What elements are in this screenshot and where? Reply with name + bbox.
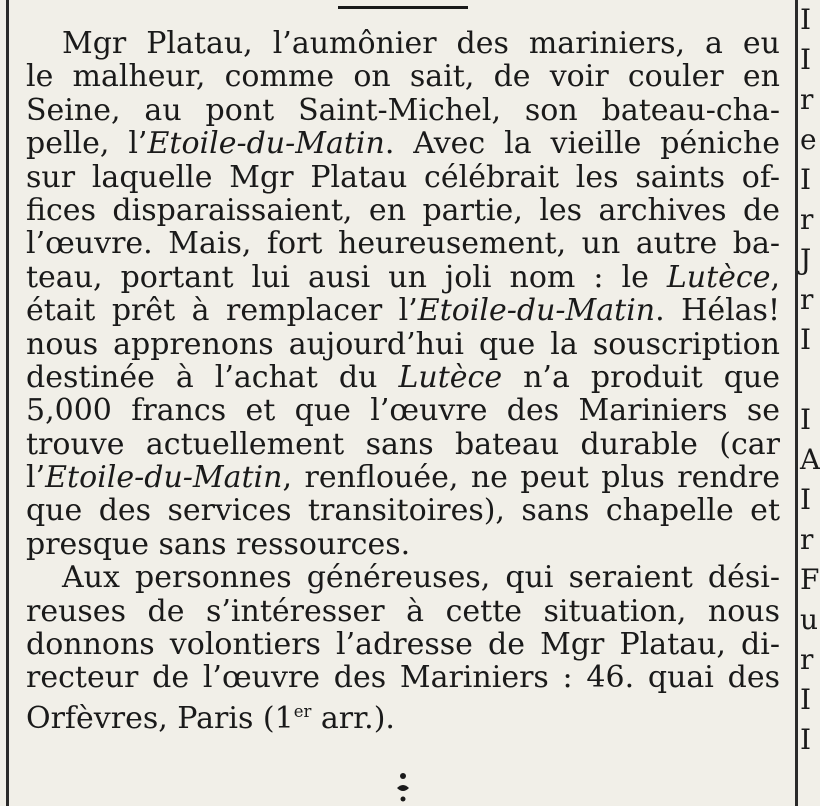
right-column-rule bbox=[795, 0, 798, 806]
article-line: nous apprenons aujourd’hui que la souscription bbox=[26, 326, 780, 362]
article-line: sur laquelle Mgr Platau célébrait les saints of- bbox=[26, 159, 780, 195]
article-line: Seine, au pont Saint-Michel, son bateau-cha- bbox=[26, 92, 780, 128]
article-line: le malheur, comme on sait, de voir couler en bbox=[26, 59, 780, 95]
top-separator-rule bbox=[338, 6, 468, 9]
article-line: teau, portant lui ausi un joli nom : le Lutèce, bbox=[26, 259, 780, 295]
article-line: que des services transitoires), sans chapelle et bbox=[26, 493, 780, 529]
article-body bbox=[26, 26, 781, 736]
fragment-glyph: r bbox=[800, 203, 814, 236]
fragment-glyph: I bbox=[800, 723, 812, 756]
adjacent-column-fragment bbox=[800, 0, 820, 806]
fragment-glyph: I bbox=[800, 43, 812, 76]
article-line: recteur de l’œuvre des Mariniers : 46. quai des bbox=[26, 660, 780, 696]
fragment-glyph: u bbox=[800, 603, 819, 636]
fragment-glyph: r bbox=[800, 283, 814, 316]
article-line: fices disparaissaient, en partie, les archives de bbox=[26, 192, 780, 228]
article-line: reuses de s’intéresser à cette situation, nous bbox=[26, 593, 780, 629]
fragment-glyph: I bbox=[800, 323, 812, 356]
fragment-glyph: r bbox=[800, 523, 814, 556]
ornament-separator bbox=[395, 772, 411, 802]
fragment-glyph: I bbox=[800, 163, 812, 196]
article-line: l’œuvre. Mais, fort heureusement, un autre ba- bbox=[26, 226, 780, 262]
fragment-glyph: I bbox=[800, 483, 812, 516]
left-column-rule bbox=[6, 0, 9, 806]
article-line: était prêt à remplacer l’Etoile-du-Matin. Hélas! bbox=[26, 293, 781, 329]
article-line: Mgr Platau, l’aumônier des mariniers, a eu bbox=[62, 26, 780, 61]
article-line: trouve actuellement sans bateau durable (car bbox=[26, 426, 780, 462]
article-line: pelle, l’Etoile-du-Matin. Avec la vieille péniche bbox=[26, 126, 781, 162]
fragment-glyph: e bbox=[800, 123, 817, 156]
fragment-glyph: r bbox=[800, 83, 814, 116]
article-line: presque sans ressources. bbox=[26, 526, 411, 562]
fragment-glyph: I bbox=[800, 403, 812, 436]
fragment-glyph: A bbox=[800, 443, 820, 476]
fragment-glyph: F bbox=[800, 563, 820, 596]
fragment-glyph: J bbox=[800, 243, 812, 276]
article-line: Orfèvres, Paris (1er arr.). bbox=[26, 700, 395, 736]
fragment-glyph: r bbox=[800, 643, 814, 676]
article-line: 5,000 francs et que l’œuvre des Mariniers se bbox=[26, 393, 780, 429]
fragment-glyph bbox=[800, 360, 817, 400]
fragment-glyph: I bbox=[800, 683, 812, 716]
fragment-glyph: I bbox=[800, 3, 812, 36]
article-line: destinée à l’achat du Lutèce n’a produit que bbox=[26, 359, 780, 395]
article-line: donnons volontiers l’adresse de Mgr Platau, di- bbox=[26, 627, 780, 663]
article-line: l’Etoile-du-Matin, renflouée, ne peut plus rendre bbox=[26, 460, 780, 496]
article-line: Aux personnes généreuses, qui seraient dési- bbox=[62, 560, 780, 596]
